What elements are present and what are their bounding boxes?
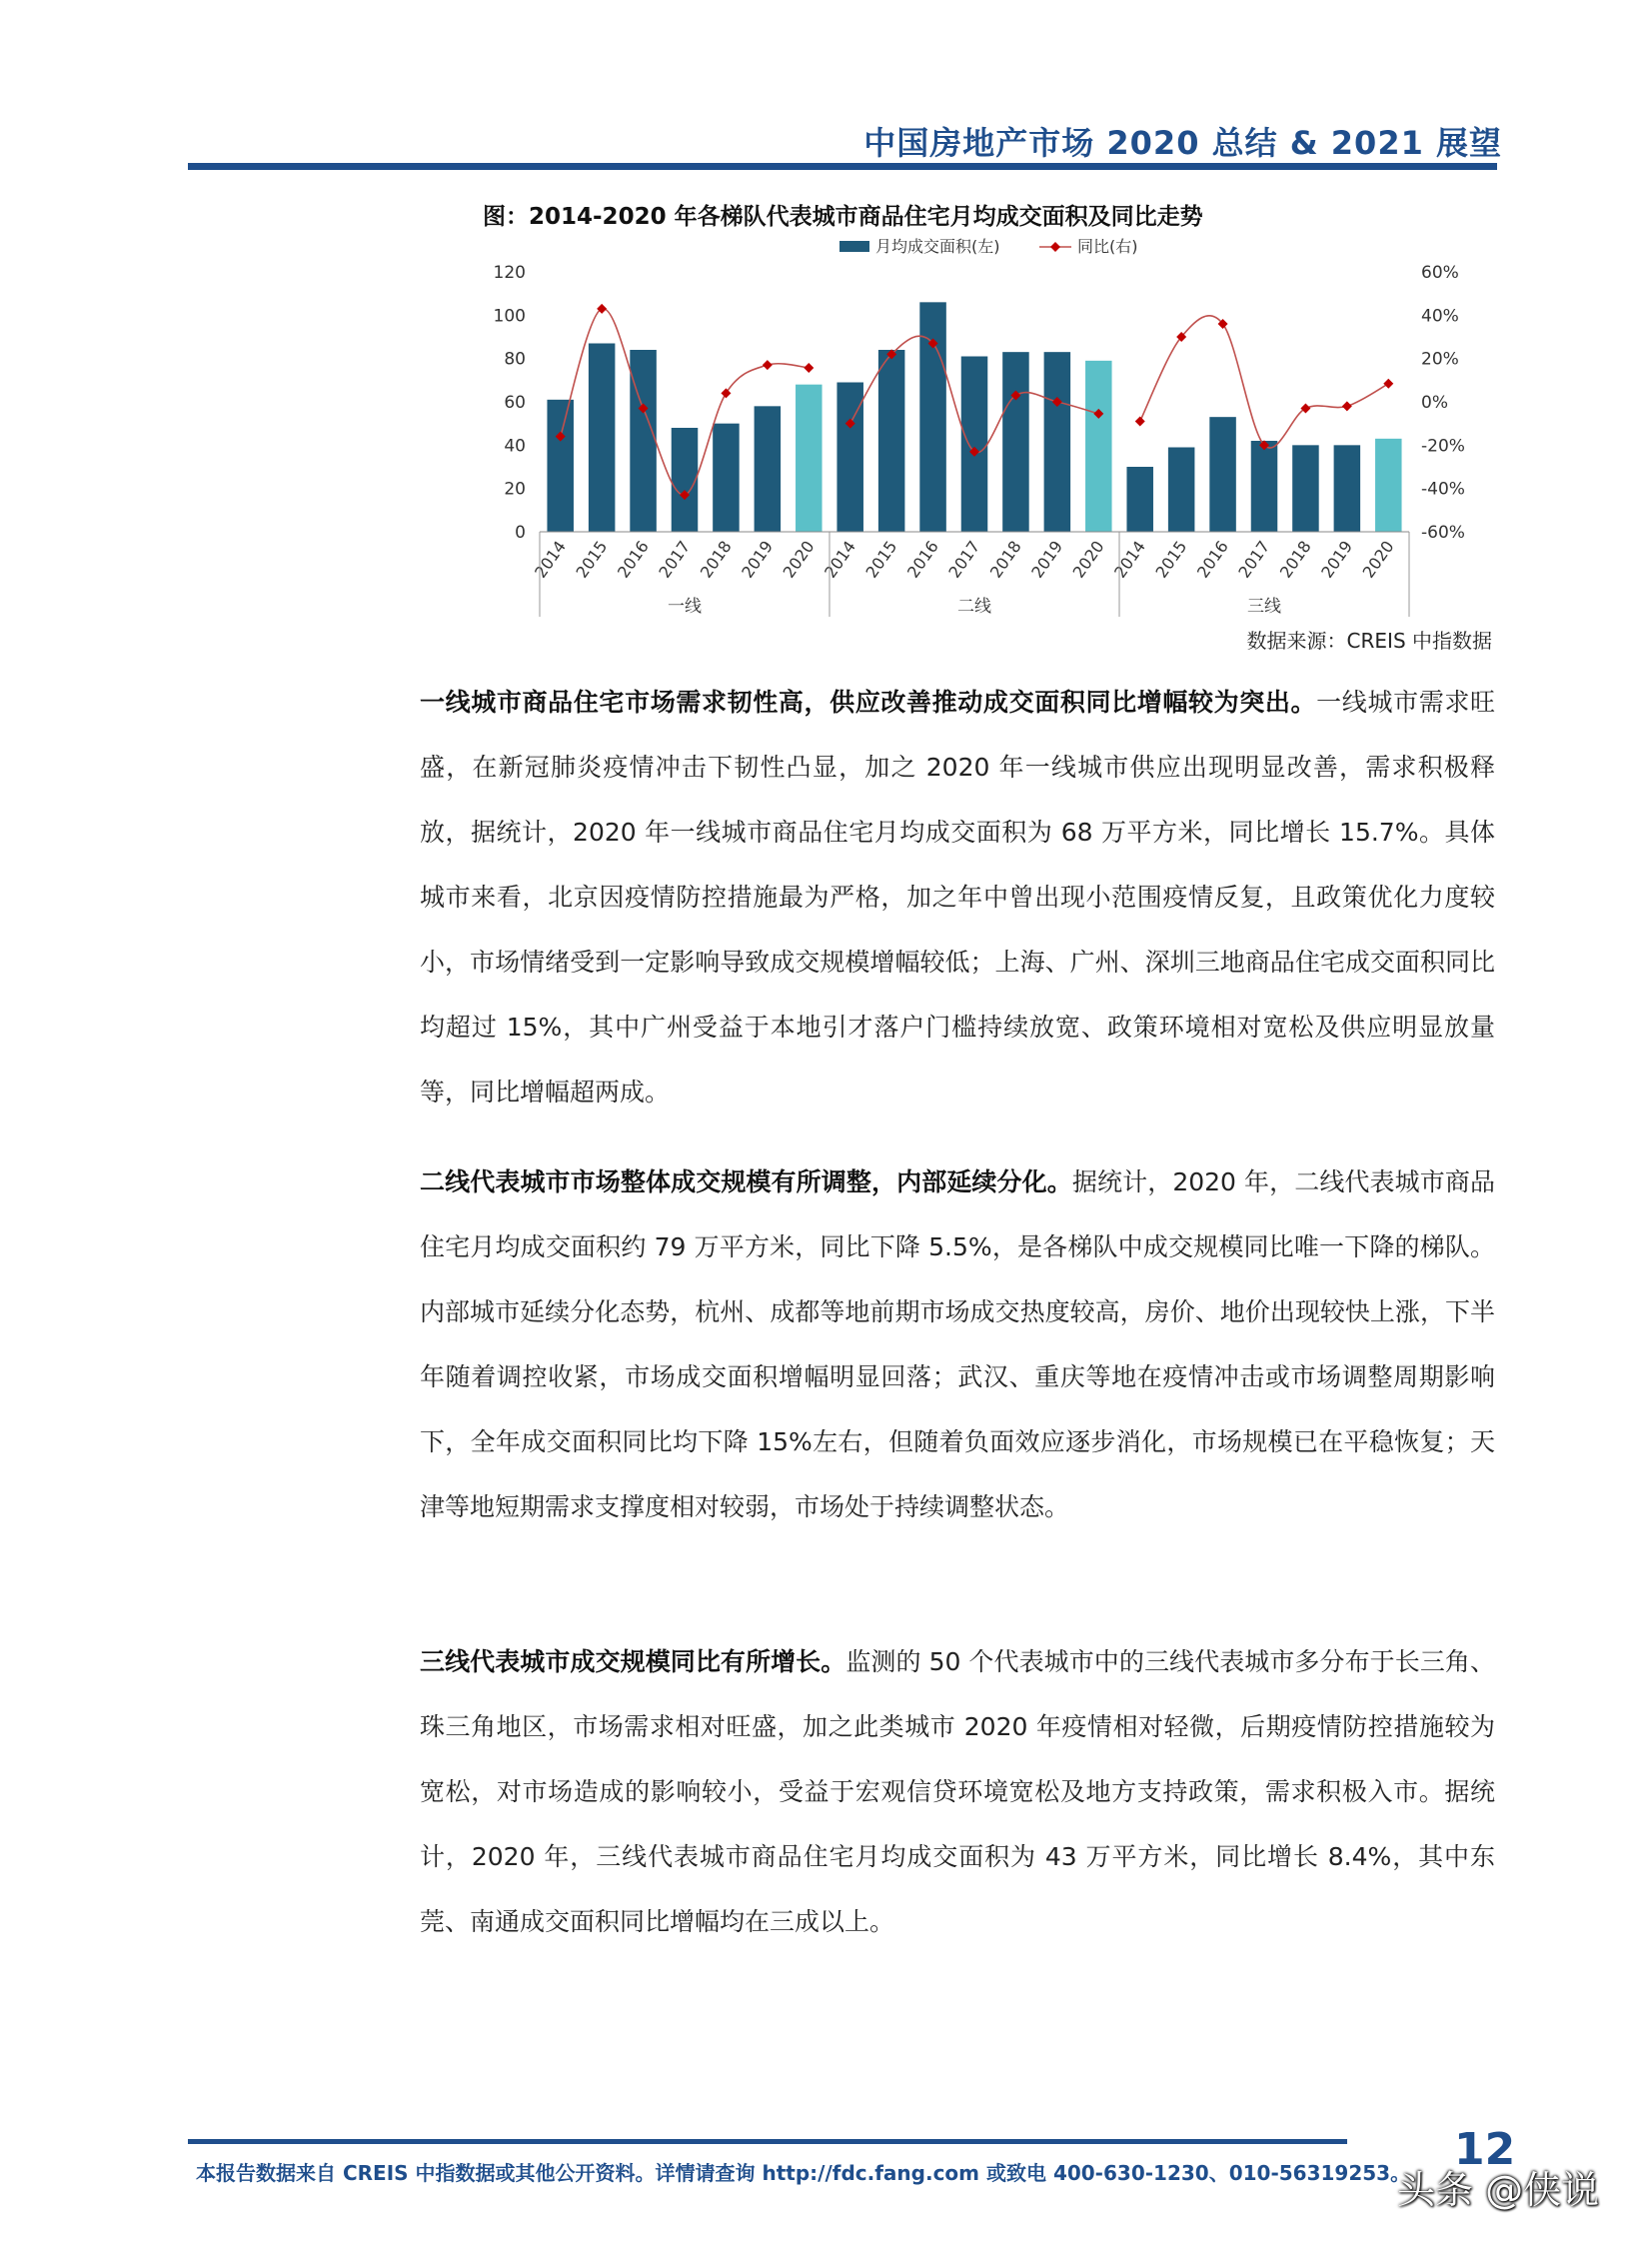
bar — [630, 350, 657, 532]
x-tick-label: 2017 — [655, 537, 695, 582]
x-tick-label: 2015 — [1151, 537, 1191, 582]
yoy-marker — [1383, 379, 1393, 389]
x-tick-label: 2016 — [902, 537, 942, 582]
bar — [1085, 361, 1112, 532]
bar — [672, 428, 699, 532]
figure-caption: 图：2014-2020 年各梯队代表城市商品住宅月均成交面积及同比走势 — [483, 204, 1203, 230]
y-left-tick-label: 40 — [504, 436, 526, 457]
paragraph-tier1-lead: 一线城市商品住宅市场需求韧性高，供应改善推动成交面积同比增幅较为突出。 — [420, 688, 1317, 717]
bar — [1292, 445, 1319, 532]
y-right-tick-label: 60% — [1421, 263, 1459, 283]
bar — [878, 350, 905, 532]
y-left-tick-label: 0 — [515, 523, 526, 543]
y-right-tick-label: -40% — [1421, 479, 1465, 500]
group-label: 三线 — [1247, 597, 1281, 617]
legend-line-label: 同比(右) — [1077, 237, 1138, 256]
bar — [713, 424, 740, 532]
legend-bar-swatch — [839, 241, 869, 252]
paragraph-tier3-lead: 三线代表城市成交规模同比有所增长。 — [420, 1647, 846, 1676]
watermark: 头条 @侠说 — [1397, 2168, 1600, 2212]
x-tick-label: 2019 — [1317, 537, 1357, 582]
paragraph-tier2 — [420, 1149, 1495, 1539]
x-tick-label: 2018 — [1275, 537, 1315, 582]
group-label: 二线 — [957, 597, 991, 617]
x-tick-label: 2017 — [1234, 537, 1274, 582]
yoy-line-3 — [1140, 316, 1389, 448]
bar — [1002, 352, 1029, 532]
bar — [589, 344, 616, 533]
y-right-tick-label: -20% — [1421, 436, 1465, 457]
x-tick-label: 2017 — [944, 537, 984, 582]
footer-disclaimer: 本报告数据来自 CREIS 中指数据或其他公开资料。详情请查询 http://fdc.fang.com 或致电 400-630-1230、010-56319253。 — [196, 2161, 1411, 2185]
yoy-marker — [721, 388, 731, 398]
bar — [1334, 445, 1361, 532]
bar — [1126, 467, 1153, 532]
x-tick-label: 2020 — [779, 537, 819, 582]
paragraph-tier3 — [420, 1629, 1495, 1954]
x-tick-label: 2020 — [1068, 537, 1108, 582]
combo-chart — [470, 232, 1489, 622]
group-label: 一线 — [668, 597, 702, 617]
yoy-marker — [804, 363, 814, 373]
paragraph-tier2-lead: 二线代表城市市场整体成交规模有所调整，内部延续分化。 — [420, 1167, 1072, 1196]
paragraph-tier2-text: 据统计，2020 年，二线代表城市商品住宅月均成交面积约 79 万平方米，同比下降 5.5%，是各梯队中成交规模同比唯一下降的梯队。内部城市延续分化态势，杭州、成都等地前期市场成交热度较高，房价、地价出现较快上涨，下半年随着调控收紧，市场成交面积增幅明显回落；武汉、重庆等地在疫情冲击或市场调整周期影响下，全年成交面积同比均下降 15%左右，但随着负面效应逐步消化，市场规模已在平稳恢复；天津等地短期需求支撑度相对较弱，市场处于持续调整状态。 — [420, 1167, 1495, 1521]
y-left-tick-label: 120 — [493, 263, 526, 283]
y-right-tick-label: 20% — [1421, 349, 1459, 370]
y-right-tick-label: -60% — [1421, 523, 1465, 543]
x-tick-label: 2020 — [1358, 537, 1398, 582]
bar — [1251, 441, 1278, 532]
x-tick-label: 2014 — [531, 537, 570, 582]
x-tick-label: 2014 — [821, 537, 859, 582]
x-tick-label: 2016 — [1192, 537, 1232, 582]
x-tick-label: 2014 — [1110, 537, 1149, 582]
bar — [1168, 448, 1195, 533]
bar — [755, 406, 782, 532]
paragraph-tier1 — [420, 670, 1495, 1124]
legend-marker-swatch — [1050, 242, 1060, 252]
bar — [961, 357, 988, 533]
yoy-marker — [1135, 417, 1145, 427]
x-tick-label: 2019 — [1027, 537, 1067, 582]
x-tick-label: 2018 — [985, 537, 1025, 582]
y-right-tick-label: 40% — [1421, 306, 1459, 327]
y-right-tick-label: 0% — [1421, 393, 1448, 413]
x-tick-label: 2019 — [738, 537, 778, 582]
bar — [796, 385, 823, 532]
x-tick-label: 2016 — [613, 537, 653, 582]
bar — [1209, 417, 1236, 532]
figure-source: 数据来源：CREIS 中指数据 — [1246, 629, 1492, 653]
bar — [547, 400, 574, 532]
yoy-marker — [763, 360, 773, 370]
y-left-tick-label: 80 — [504, 349, 526, 370]
legend-bar-label: 月均成交面积(左) — [875, 237, 1000, 256]
x-tick-label: 2015 — [861, 537, 901, 582]
yoy-marker — [1342, 401, 1352, 411]
y-left-tick-label: 20 — [504, 479, 526, 500]
x-tick-label: 2018 — [696, 537, 736, 582]
bar — [1375, 439, 1402, 532]
page-number: 12 — [1454, 2124, 1516, 2175]
paragraph-tier3-text: 监测的 50 个代表城市中的三线代表城市多分布于长三角、珠三角地区，市场需求相对旺盛，加之此类城市 2020 年疫情相对轻微，后期疫情防控措施较为宽松，对市场造成的影响较小，受益于宏观信贷环境宽松及地方支持政策，需求积极入市。据统计，2020 年，三线代表城市商品住宅月均成交面积为 43 万平方米，同比增长 8.4%，其中东莞、南通成交面积同比增幅均在三成以上。 — [420, 1647, 1495, 1936]
x-tick-label: 2015 — [572, 537, 612, 582]
report-header-title: 中国房地产市场 2020 总结 & 2021 展望 — [863, 124, 1502, 162]
footer-divider — [188, 2139, 1347, 2144]
y-left-tick-label: 60 — [504, 393, 526, 413]
y-left-tick-label: 100 — [493, 306, 526, 327]
header-divider — [188, 163, 1497, 170]
paragraph-tier1-text: 一线城市需求旺盛，在新冠肺炎疫情冲击下韧性凸显，加之 2020 年一线城市供应出现明显改善，需求积极释放，据统计，2020 年一线城市商品住宅月均成交面积为 68 万平方米，同比增长 15.7%。具体城市来看，北京因疫情防控措施最为严格，加之年中曾出现小范围疫情反复，且政策优化力度较小，市场情绪受到一定影响导致成交规模增幅较低；上海、广州、深圳三地商品住宅成交面积同比均超过 15%，其中广州受益于本地引才落户门槛持续放宽、政策环境相对宽松及供应明显放量等，同比增幅超两成。 — [420, 688, 1495, 1107]
bar — [1044, 352, 1071, 532]
